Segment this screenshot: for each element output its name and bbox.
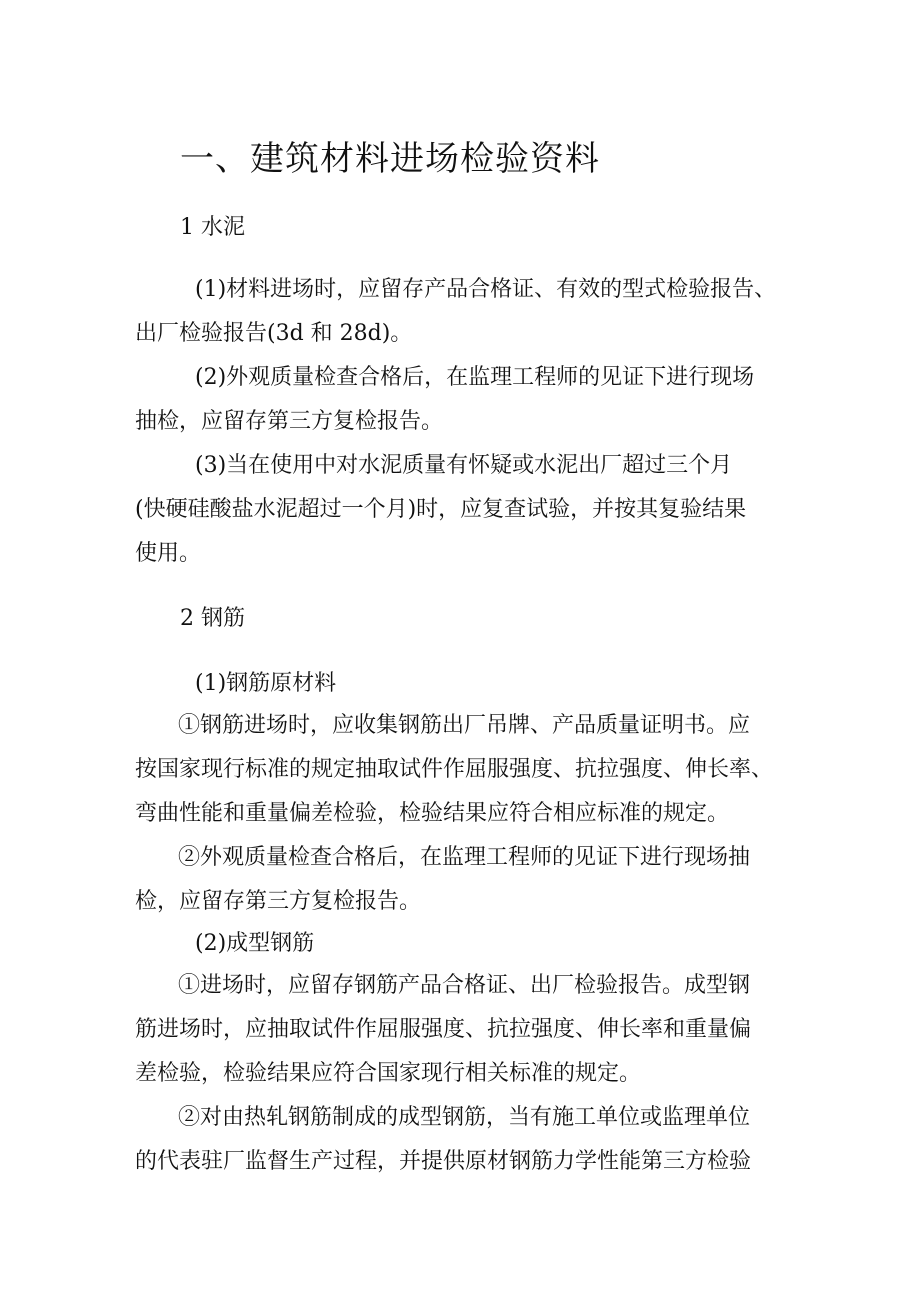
paragraph-line: 差检验，检验结果应符合国家现行相关标准的规定。 [135,1061,642,1086]
paragraph-line: 出厂检验报告(3d 和 28d)。 [135,321,413,346]
paragraph-line: ①进场时，应留存钢筋产品合格证、出厂检验报告。成型钢 [178,973,751,998]
paragraph-line: 弯曲性能和重量偏差检验，检验结果应符合相应标准的规定。 [135,801,730,826]
paragraph-line: 抽检，应留存第三方复检报告。 [135,409,444,434]
paragraph-line: 检，应留存第三方复检报告。 [135,889,422,914]
section-heading-steel: 2 钢筋 [180,606,245,631]
paragraph-line: (3)当在使用中对水泥质量有怀疑或水泥出厂超过三个月 [195,453,733,478]
paragraph-line: ②对由热轧钢筋制成的成型钢筋，当有施工单位或监理单位 [178,1105,751,1130]
paragraph-line: ①钢筋进场时，应收集钢筋出厂吊牌、产品质量证明书。应 [178,713,751,738]
subsection-heading: (2)成型钢筋 [195,931,315,956]
document-title: 一、建筑材料进场检验资料 [180,139,600,179]
paragraph-line: 筋进场时，应抽取试件作屈服强度、抗拉强度、伸长率和重量偏 [135,1017,752,1042]
paragraph-line: (快硬硅酸盐水泥超过一个月)时，应复查试验，并按其复验结果 [135,497,747,522]
section-heading-cement: 1 水泥 [180,215,245,240]
paragraph-line: 按国家现行标准的规定抽取试件作屈服强度、抗拉强度、伸长率、 [135,757,774,782]
paragraph-line: 的代表驻厂监督生产过程，并提供原材钢筋力学性能第三方检验 [135,1149,752,1174]
paragraph-line: (2)外观质量检查合格后，在监理工程师的见证下进行现场 [195,365,755,390]
paragraph-line: (1)材料进场时，应留存产品合格证、有效的型式检验报告、 [195,277,777,302]
paragraph-line: ②外观质量检查合格后，在监理工程师的见证下进行现场抽 [178,845,751,870]
paragraph-line: 使用。 [135,541,202,566]
subsection-heading: (1)钢筋原材料 [195,671,337,696]
